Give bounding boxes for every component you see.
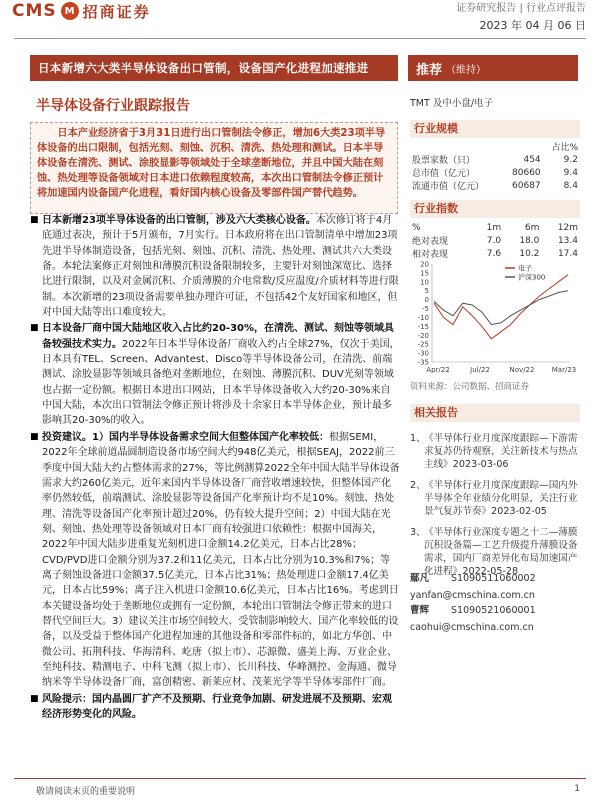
index-col: % bbox=[412, 223, 421, 233]
industry-label: TMT 及中小盘/电子 bbox=[410, 98, 494, 109]
report-date: 2023 年 04 月 06 日 bbox=[479, 19, 586, 32]
analyst-name: 鄢凡 bbox=[410, 573, 430, 584]
logo-mark: M bbox=[61, 2, 79, 20]
index-value: 18.0 bbox=[519, 235, 540, 246]
x-tick-label: Nov/22 bbox=[509, 366, 535, 374]
scale-section bbox=[410, 120, 580, 192]
chart-source: 资料来源：公司数据、招商证券 bbox=[410, 382, 530, 392]
index-value: 7.0 bbox=[486, 235, 502, 246]
scale-pct: 9.4 bbox=[563, 167, 578, 178]
index-value: 7.6 bbox=[486, 248, 502, 259]
index-value: 10.2 bbox=[519, 248, 540, 259]
y-tick-label: 15 bbox=[420, 269, 429, 278]
legend-label: 沪深300 bbox=[518, 273, 546, 282]
scale-label: 股票家数（只） bbox=[412, 156, 476, 166]
analyst-name: 曹辉 bbox=[410, 605, 430, 616]
x-tick-label: Jul/22 bbox=[470, 366, 490, 374]
reports-list bbox=[410, 432, 580, 578]
summary-box: 日本产业经济省于3月31日进行出口管制法令修正，增加6大类23项半导体设备的出口限制，包括光刻、刻蚀、沉积、清洗、热处理和测试。日本半导体设备在清洗、测试、涂胶显影等领域处于全球垄断地位，并且中国大陆在刻蚀、热处理等设备领域对日本进口依赖程度较高，本次出口管制法令修正预计将加速国内设备国产化进程，看好国内核心设备及零部件国产替代趋势。 bbox=[30, 122, 398, 214]
bullet-3-bold: 投资建议。1）国内半导体设备需求空间大但整体国产化率较低： bbox=[42, 431, 329, 443]
index-value: 17.4 bbox=[557, 248, 578, 259]
list-item[interactable]: 3、 《半导体行业深度专题之十二—薄膜沉积设备篇—工艺升级提升薄膜设备需求，国内厂商差异化布局加速国产化进程》2022-05-28 bbox=[410, 527, 578, 577]
index-chart bbox=[410, 258, 580, 378]
analyst-email[interactable]: caohui@cmschina.com.cn bbox=[410, 622, 534, 633]
scale-value: 454 bbox=[523, 154, 541, 165]
table-row bbox=[410, 166, 580, 179]
bullet-marker: ■ bbox=[30, 431, 39, 442]
logo-cn: 招商证券 bbox=[82, 2, 151, 21]
bullet-1-text: 本次修订将于4月底通过表决，预计于5月颁布，7月实行。日本政府将在出口管制清单中增加23项先进半导体制造设备，包括光刻、刻蚀、沉积、清洗、热处理、测试共六大类设备。本轮法案修正对刻蚀和薄膜沉积设备限制较多，主要针对刻蚀深宽比、选择比进行限制，以及对金属沉积、介质薄膜的介电常数/反应温度/介质材料等进行限制。本次新增的23项设备需要单独办理许可证，不包括42个友好国家和地区，但对中国大陆等出口难度较大。 bbox=[42, 215, 399, 319]
y-tick-label: -10 bbox=[417, 313, 429, 322]
bullet-3-text: 根据SEMI，2022年全球前道晶圆制造设备市场空间大约948亿美元，根据SEAJ，2022前三季度中国大陆大约占整体需求的27%，等比例测算2022全年中国大陆半导体设备需求大约260亿美元，近年来国内半导体设备厂商营收增速较快，但整体国产化率仍然较低，前端测试、涂胶显影等设备国产化率预计均不足10%。刻蚀、热处理、清洗等设备国产化率预计超过20%，仍有较大提升空间；2）中国大陆在光刻、刻蚀、热处理等设备领域对日本厂商有较强进口依赖性：根据中国海关，2022年中国大陆步进重复光刻机进口金额14.2亿美元，日本占比28%；CVD/PVD进口金额分别为37.2和11亿美元，日本占比分别为10.3%和7%；等离子刻蚀设备进口金额37.5亿美元，日本占比31%；热处理进口金额17.4亿美元，日本占比59%；离子注入机进口金额10.6亿美元，日本占比16%。考虑到日本关键设备均处于垄断地位或拥有一定份额，本轮出口管制法令修正带来的进口替代空间巨大。3）建议关注市场空间较大、受管制影响较大、国产化率较低的设备，以及受益于整体国产化进程加速的其他设备和零部件标的，如北方华创、中微公司、拓荆科技、华海清科、屹唐（拟上市）、芯源微、盛美上海、万业企业、至纯科技、精测电子、中科飞测（拟上市）、长川科技、华峰测控、金海通、微导纳米等半导体设备厂商，富创精密、新莱应材、茂莱光学等半导体零部件厂商。 bbox=[42, 431, 400, 689]
bullet-1-bold: 日本新增23项半导体设备的出口管制，涉及六大类核心设备。 bbox=[42, 215, 316, 226]
y-tick-label: 10 bbox=[420, 278, 429, 287]
report-title: 半导体设备行业跟踪报告 bbox=[36, 98, 190, 114]
analysts bbox=[410, 572, 580, 634]
report-body bbox=[30, 212, 400, 722]
bullet-marker: ■ bbox=[30, 215, 39, 225]
index-value: 13.4 bbox=[557, 235, 578, 246]
rating-banner bbox=[408, 55, 578, 81]
bullet-3 bbox=[30, 430, 400, 691]
legend-label: 电子 bbox=[518, 264, 532, 273]
reports-section bbox=[410, 404, 580, 586]
y-tick-label: -30 bbox=[417, 349, 429, 358]
analyst-license: S1090511060002 bbox=[451, 573, 536, 584]
table-row bbox=[410, 179, 580, 192]
y-tick-label: -35 bbox=[417, 358, 429, 367]
scale-col-head: 占比% bbox=[551, 143, 578, 153]
headline-banner: 日本新增六大类半导体设备出口管制，设备国产化进程加速推进 bbox=[30, 55, 398, 81]
y-tick-label: 5 bbox=[424, 287, 429, 296]
bullet-2-text: 2022年日本半导体设备厂商收入约占全球27%，仅次于美国，日本具有TEL、Screen、Advantest、Disco等半导体设备公司，在清洗、前端测试、涂胶显影等领域具备绝对垄断地位，在刻蚀、薄膜沉积、DUV光刻等领域也占据一定份额。根据日本进出口网站，日本半导体设备收入大约20-30%来自中国大陆，本次出口管制法令修正预计将涉及十余家日本半导体企业，预计最多影响其20-30%的收入。 bbox=[42, 338, 400, 427]
reports-title: 相关报告 bbox=[410, 404, 580, 422]
analyst-email[interactable]: yanfan@cmschina.com.cn bbox=[410, 590, 535, 601]
logo bbox=[12, 0, 151, 22]
scale-title: 行业规模 bbox=[410, 120, 580, 138]
rating-note: （维持） bbox=[446, 64, 487, 76]
index-section bbox=[410, 200, 580, 260]
index-title: 行业指数 bbox=[410, 200, 580, 218]
index-col: 1m bbox=[486, 223, 502, 233]
report-type: 证券研究报告 | 行业点评报告 bbox=[456, 3, 586, 14]
scale-label: 总市值（亿元） bbox=[412, 169, 476, 179]
y-tick-label: -20 bbox=[417, 331, 429, 340]
table-row bbox=[410, 153, 580, 166]
x-tick-label: Apr/22 bbox=[426, 366, 450, 374]
series-line-electronics bbox=[434, 275, 568, 339]
y-tick-label: -5 bbox=[422, 305, 429, 314]
bullet-4-bold: 风险提示：国内晶圆厂扩产不及预期、行业竞争加剧、研发进展不及预期、宏观经济形势变化的风险。 bbox=[42, 693, 392, 720]
y-tick-label: 20 bbox=[420, 260, 429, 269]
report-link[interactable]: 《半导体行业月度深度跟踪—下游需求复苏仍待观察，关注新技术与热点主线》2023-03-06 bbox=[424, 433, 578, 470]
series-line-csi300 bbox=[434, 291, 568, 325]
analyst-license: S1090521060001 bbox=[451, 605, 536, 616]
table-row bbox=[410, 234, 580, 247]
index-label: 相对表现 bbox=[412, 250, 449, 260]
list-item[interactable]: 1、 《半导体行业月度深度跟踪—下游需求复苏仍待观察，关注新技术与热点主线》2023-03-06 bbox=[410, 433, 578, 470]
scale-pct: 8.4 bbox=[563, 180, 578, 191]
y-tick-label: -25 bbox=[417, 340, 429, 349]
report-link[interactable]: 《半导体行业深度专题之十二—薄膜沉积设备篇—工艺升级提升薄膜设备需求，国内厂商差异化布局加速国产化进程》2022-05-28 bbox=[424, 527, 578, 577]
bullet-marker: ■ bbox=[30, 323, 39, 334]
y-tick-label: 0 bbox=[424, 296, 429, 305]
footer-divider bbox=[14, 778, 586, 779]
list-item[interactable]: 2、 《半导体行业月度深度跟踪—国内外半导体全年业绩分化明显，关注行业景气复苏节奏》2023-02-05 bbox=[410, 480, 578, 517]
scale-label: 流通市值（亿元） bbox=[412, 182, 485, 192]
bullet-marker: ■ bbox=[30, 693, 39, 704]
bullet-1 bbox=[30, 213, 400, 320]
scale-table bbox=[410, 140, 580, 192]
bullet-2-bold: 日本设备厂商中国大陆地区收入占比约20-30%，在清洗、测试、刻蚀等领域具备较强技术实力。 bbox=[42, 323, 395, 350]
page-number: 1 bbox=[574, 784, 580, 794]
bullet-4 bbox=[30, 692, 400, 723]
logo-latin: CMS bbox=[12, 1, 57, 21]
scale-value: 80660 bbox=[512, 167, 541, 178]
index-col: 12m bbox=[557, 223, 578, 233]
index-col: 6m bbox=[524, 223, 540, 233]
scale-pct: 9.2 bbox=[563, 154, 578, 165]
rating: 推荐 bbox=[416, 62, 443, 78]
x-tick-label: Mar/23 bbox=[551, 366, 577, 374]
index-label: 绝对表现 bbox=[412, 237, 449, 247]
footer-disclaimer: 敬请阅读末页的重要说明 bbox=[36, 787, 136, 797]
header-info bbox=[456, 0, 586, 34]
y-tick-label: -15 bbox=[417, 322, 429, 331]
bullet-2 bbox=[30, 321, 400, 428]
index-table bbox=[410, 222, 580, 260]
report-link[interactable]: 《半导体行业月度深度跟踪—国内外半导体全年业绩分化明显，关注行业景气复苏节奏》2023-02-05 bbox=[424, 480, 578, 517]
scale-value: 60687 bbox=[512, 180, 541, 191]
header-divider bbox=[14, 38, 586, 39]
